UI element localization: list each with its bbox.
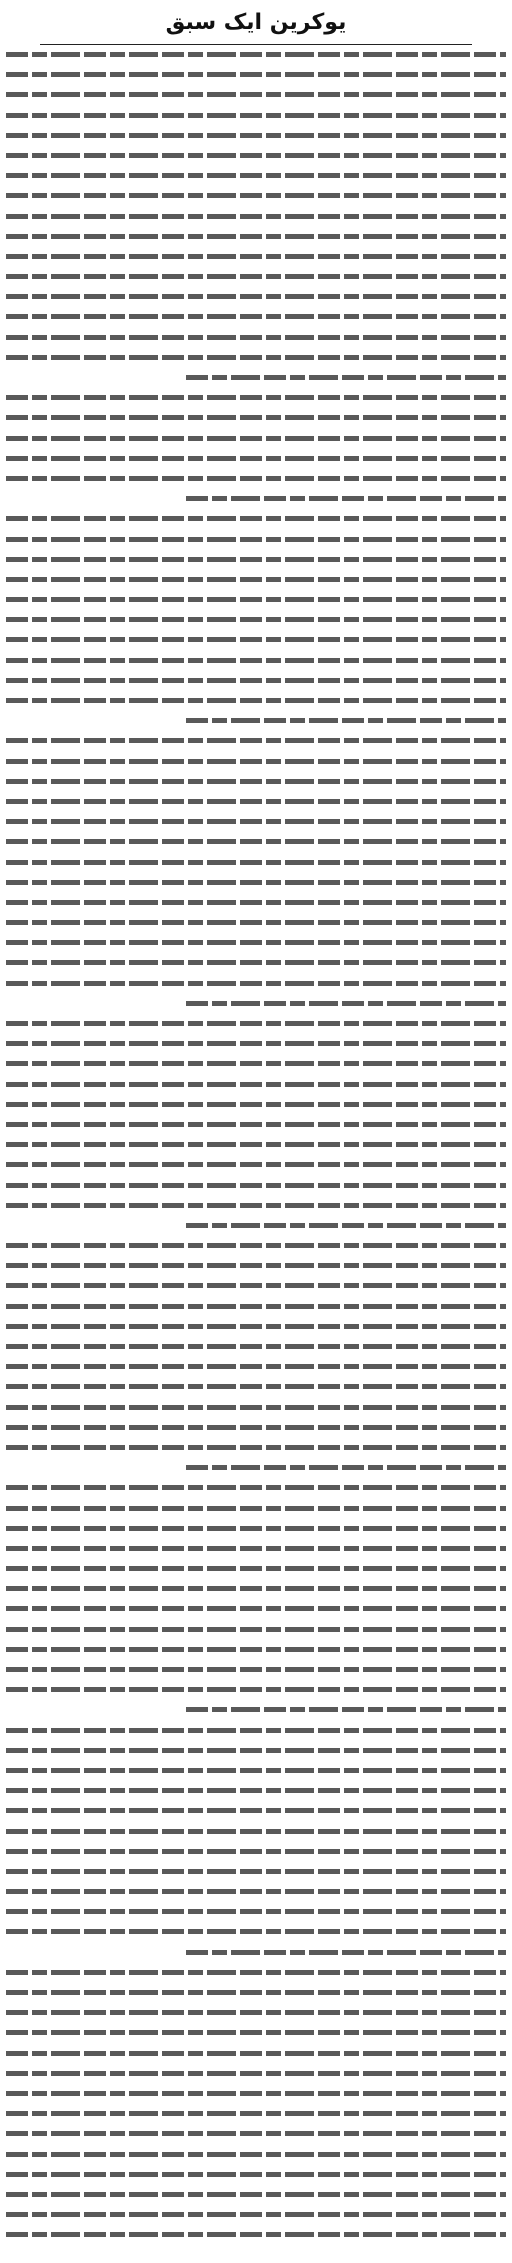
body-text-line	[6, 1647, 506, 1652]
body-text-line	[186, 1001, 506, 1006]
body-text-line	[6, 1667, 506, 1672]
article-body	[6, 52, 506, 2255]
body-text-line	[6, 678, 506, 683]
body-text-line	[186, 718, 506, 723]
body-text-line	[6, 1929, 506, 1934]
body-text-line	[6, 72, 506, 77]
body-text-line	[6, 113, 506, 118]
body-text-line	[6, 1384, 506, 1389]
body-text-line	[6, 839, 506, 844]
body-text-line	[6, 1445, 506, 1450]
body-text-line	[6, 1485, 506, 1490]
body-text-line	[186, 1223, 506, 1228]
body-text-line	[6, 1203, 506, 1208]
body-text-line	[6, 981, 506, 986]
body-text-line	[6, 173, 506, 178]
body-text-line	[6, 2071, 506, 2076]
body-text-line	[6, 1990, 506, 1995]
body-text-line	[6, 2091, 506, 2096]
body-text-line	[6, 1586, 506, 1591]
body-text-line	[6, 880, 506, 885]
body-text-line	[6, 254, 506, 259]
body-text-line	[6, 2111, 506, 2116]
body-text-line	[6, 2152, 506, 2157]
body-text-line	[6, 1405, 506, 1410]
body-text-line	[6, 940, 506, 945]
body-text-line	[6, 456, 506, 461]
body-text-line	[6, 1728, 506, 1733]
body-text-line	[6, 1082, 506, 1087]
body-text-line	[6, 2172, 506, 2177]
body-text-line	[6, 738, 506, 743]
body-text-line	[6, 1041, 506, 1046]
body-text-line	[186, 1707, 506, 1712]
body-text-line	[6, 52, 506, 57]
body-text-line	[6, 1344, 506, 1349]
body-text-line	[6, 597, 506, 602]
body-text-line	[186, 496, 506, 501]
body-text-line	[6, 557, 506, 562]
body-text-line	[6, 314, 506, 319]
body-text-line	[6, 1869, 506, 1874]
body-text-line	[6, 1183, 506, 1188]
body-text-line	[6, 2051, 506, 2056]
body-text-line	[6, 779, 506, 784]
body-text-line	[6, 637, 506, 642]
body-text-line	[6, 698, 506, 703]
body-text-line	[6, 900, 506, 905]
body-text-line	[6, 436, 506, 441]
body-text-line	[6, 658, 506, 663]
body-text-line	[6, 1162, 506, 1167]
body-text-line	[6, 1364, 506, 1369]
body-text-line	[6, 799, 506, 804]
body-text-line	[6, 1566, 506, 1571]
body-text-line	[6, 537, 506, 542]
body-text-line	[6, 274, 506, 279]
body-text-line	[6, 476, 506, 481]
body-text-line	[6, 1526, 506, 1531]
body-text-line	[6, 1283, 506, 1288]
body-text-line	[6, 214, 506, 219]
body-text-line	[6, 2232, 506, 2237]
article-headline: یوکرین ایک سبق	[165, 10, 347, 35]
body-text-line	[6, 2212, 506, 2217]
body-text-line	[6, 193, 506, 198]
body-text-line	[6, 1061, 506, 1066]
body-text-line	[6, 960, 506, 965]
body-text-line	[6, 415, 506, 420]
body-text-line	[6, 1606, 506, 1611]
body-text-line	[6, 1849, 506, 1854]
body-text-line	[6, 1909, 506, 1914]
body-text-line	[6, 234, 506, 239]
body-text-line	[6, 1970, 506, 1975]
body-text-line	[6, 1808, 506, 1813]
body-text-line	[6, 1304, 506, 1309]
body-text-line	[6, 1829, 506, 1834]
body-text-line	[6, 1021, 506, 1026]
body-text-line	[6, 759, 506, 764]
body-text-line	[6, 1122, 506, 1127]
body-text-line	[6, 1687, 506, 1692]
body-text-line	[6, 1627, 506, 1632]
body-text-line	[6, 395, 506, 400]
headline-rule	[40, 44, 472, 45]
body-text-line	[6, 1142, 506, 1147]
body-text-line	[6, 1243, 506, 1248]
body-text-line	[6, 2030, 506, 2035]
body-text-line	[6, 1102, 506, 1107]
body-text-line	[6, 1546, 506, 1551]
body-text-line	[6, 1768, 506, 1773]
body-text-line	[6, 920, 506, 925]
body-text-line	[6, 92, 506, 97]
body-text-line	[6, 1324, 506, 1329]
body-text-line	[6, 1889, 506, 1894]
body-text-line	[6, 1748, 506, 1753]
body-text-line	[6, 577, 506, 582]
body-text-line	[6, 819, 506, 824]
body-text-line	[6, 335, 506, 340]
body-text-line	[6, 1506, 506, 1511]
body-text-line	[6, 1263, 506, 1268]
body-text-line	[6, 1425, 506, 1430]
body-text-line	[6, 617, 506, 622]
body-text-line	[6, 1788, 506, 1793]
body-text-line	[6, 133, 506, 138]
body-text-line	[6, 516, 506, 521]
body-text-line	[6, 294, 506, 299]
body-text-line	[186, 1950, 506, 1955]
body-text-line	[6, 2192, 506, 2197]
body-text-line	[186, 375, 506, 380]
body-text-line	[6, 860, 506, 865]
body-text-line	[6, 355, 506, 360]
body-text-line	[186, 1465, 506, 1470]
body-text-line	[6, 2131, 506, 2136]
body-text-line	[6, 2010, 506, 2015]
body-text-line	[6, 153, 506, 158]
